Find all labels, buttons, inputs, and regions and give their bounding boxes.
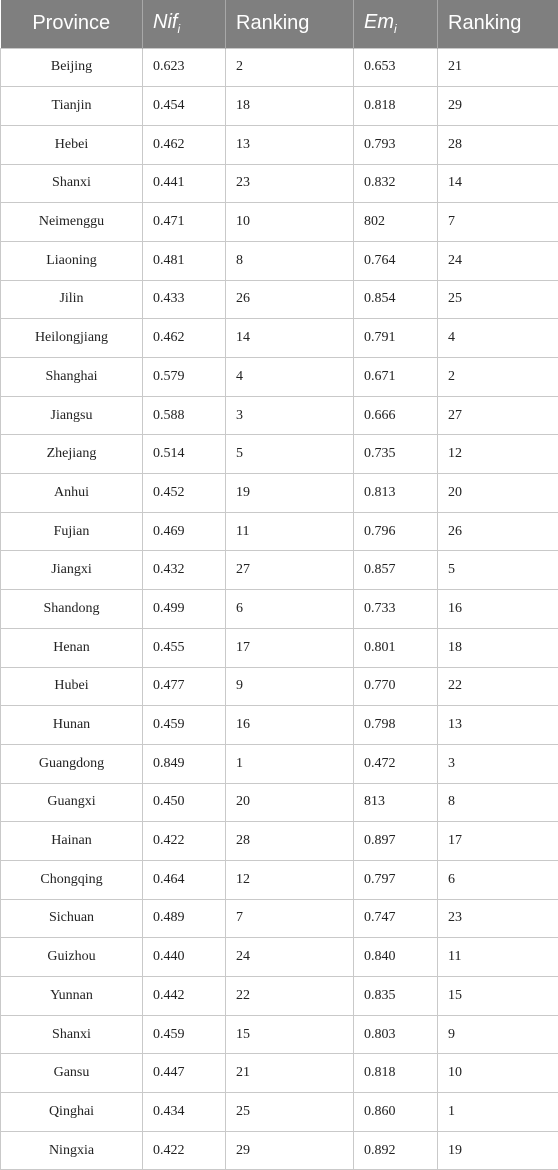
cell-province: Jilin [1,280,143,319]
cell-nif-ranking: 22 [226,977,354,1016]
cell-em-ranking: 14 [438,164,558,203]
cell-em-ranking: 17 [438,822,558,861]
cell-nif: 0.514 [143,435,226,474]
table-row [1,1054,558,1093]
cell-em: 802 [354,203,438,242]
cell-em-ranking: 13 [438,706,558,745]
cell-em-ranking: 18 [438,628,558,667]
cell-em-ranking: 8 [438,783,558,822]
cell-em-ranking: 3 [438,744,558,783]
cell-em-ranking: 22 [438,667,558,706]
header-nif [143,0,226,48]
table-row [1,667,558,706]
cell-em: 0.770 [354,667,438,706]
cell-province: Anhui [1,474,143,513]
cell-nif: 0.422 [143,822,226,861]
header-nif-main: Nif [153,11,177,33]
cell-em: 0.835 [354,977,438,1016]
cell-em: 0.897 [354,822,438,861]
cell-em: 0.735 [354,435,438,474]
cell-em-ranking: 11 [438,938,558,977]
cell-province: Gansu [1,1054,143,1093]
cell-nif-ranking: 14 [226,319,354,358]
cell-province: Liaoning [1,241,143,280]
cell-province: Shanxi [1,1015,143,1054]
cell-nif: 0.459 [143,1015,226,1054]
cell-province: Jiangsu [1,396,143,435]
cell-em: 0.860 [354,1093,438,1132]
cell-em-ranking: 24 [438,241,558,280]
cell-nif-ranking: 29 [226,1131,354,1170]
cell-nif-ranking: 18 [226,87,354,126]
cell-em-ranking: 4 [438,319,558,358]
table-row [1,125,558,164]
cell-em-ranking: 26 [438,512,558,551]
header-em-sub: i [394,22,397,36]
cell-province: Chongqing [1,860,143,899]
cell-province: Beijing [1,48,143,87]
cell-nif-ranking: 24 [226,938,354,977]
table-row [1,48,558,87]
cell-nif-ranking: 9 [226,667,354,706]
table-row [1,938,558,977]
cell-nif: 0.450 [143,783,226,822]
cell-nif: 0.440 [143,938,226,977]
cell-nif: 0.477 [143,667,226,706]
cell-nif: 0.464 [143,860,226,899]
cell-em-ranking: 20 [438,474,558,513]
table-row [1,977,558,1016]
cell-nif-ranking: 26 [226,280,354,319]
cell-em-ranking: 25 [438,280,558,319]
cell-em: 0.791 [354,319,438,358]
header-em [354,0,438,48]
cell-nif-ranking: 15 [226,1015,354,1054]
table-row [1,783,558,822]
header-ranking-em: Ranking [438,0,558,48]
cell-province: Hebei [1,125,143,164]
cell-nif-ranking: 11 [226,512,354,551]
cell-nif-ranking: 17 [226,628,354,667]
cell-nif: 0.452 [143,474,226,513]
cell-province: Henan [1,628,143,667]
table-row [1,860,558,899]
cell-nif: 0.455 [143,628,226,667]
table-body [1,48,558,1170]
cell-em-ranking: 12 [438,435,558,474]
cell-nif: 0.462 [143,319,226,358]
cell-nif-ranking: 2 [226,48,354,87]
table-row [1,1093,558,1132]
cell-nif: 0.441 [143,164,226,203]
cell-nif-ranking: 23 [226,164,354,203]
cell-nif: 0.469 [143,512,226,551]
cell-em: 0.671 [354,358,438,397]
cell-em-ranking: 1 [438,1093,558,1132]
table-row [1,551,558,590]
cell-province: Neimenggu [1,203,143,242]
table-row [1,822,558,861]
cell-nif-ranking: 1 [226,744,354,783]
cell-nif-ranking: 6 [226,590,354,629]
cell-em-ranking: 6 [438,860,558,899]
cell-nif-ranking: 28 [226,822,354,861]
cell-em-ranking: 5 [438,551,558,590]
cell-nif: 0.433 [143,280,226,319]
cell-nif: 0.459 [143,706,226,745]
table-row [1,706,558,745]
table-row [1,474,558,513]
table-row [1,358,558,397]
cell-nif-ranking: 13 [226,125,354,164]
table-row [1,1131,558,1170]
cell-province: Hubei [1,667,143,706]
cell-nif: 0.462 [143,125,226,164]
cell-em: 0.818 [354,87,438,126]
cell-em: 0.801 [354,628,438,667]
cell-em: 0.666 [354,396,438,435]
table-header [1,0,558,48]
cell-nif: 0.434 [143,1093,226,1132]
cell-nif-ranking: 10 [226,203,354,242]
table-row [1,164,558,203]
cell-nif: 0.454 [143,87,226,126]
cell-province: Sichuan [1,899,143,938]
cell-province: Zhejiang [1,435,143,474]
cell-em-ranking: 9 [438,1015,558,1054]
cell-em: 0.818 [354,1054,438,1093]
table-row [1,280,558,319]
cell-nif: 0.481 [143,241,226,280]
cell-em: 813 [354,783,438,822]
cell-nif: 0.588 [143,396,226,435]
cell-nif-ranking: 21 [226,1054,354,1093]
cell-em: 0.747 [354,899,438,938]
cell-em-ranking: 23 [438,899,558,938]
cell-em-ranking: 7 [438,203,558,242]
cell-province: Heilongjiang [1,319,143,358]
cell-nif-ranking: 8 [226,241,354,280]
cell-em-ranking: 19 [438,1131,558,1170]
cell-em-ranking: 28 [438,125,558,164]
cell-em-ranking: 15 [438,977,558,1016]
cell-province: Hunan [1,706,143,745]
cell-nif-ranking: 19 [226,474,354,513]
table-row [1,899,558,938]
cell-em: 0.653 [354,48,438,87]
cell-em: 0.793 [354,125,438,164]
cell-province: Guangxi [1,783,143,822]
cell-em: 0.803 [354,1015,438,1054]
table-row [1,396,558,435]
cell-em: 0.733 [354,590,438,629]
header-province: Province [1,0,143,48]
cell-nif: 0.422 [143,1131,226,1170]
cell-em: 0.797 [354,860,438,899]
cell-province: Shanghai [1,358,143,397]
cell-province: Hainan [1,822,143,861]
cell-em: 0.857 [354,551,438,590]
cell-nif: 0.623 [143,48,226,87]
cell-nif-ranking: 4 [226,358,354,397]
table-row [1,319,558,358]
cell-nif: 0.432 [143,551,226,590]
table-row [1,87,558,126]
cell-nif: 0.489 [143,899,226,938]
table-row [1,590,558,629]
cell-nif: 0.499 [143,590,226,629]
cell-nif: 0.579 [143,358,226,397]
cell-em: 0.472 [354,744,438,783]
cell-nif-ranking: 16 [226,706,354,745]
cell-em-ranking: 27 [438,396,558,435]
cell-province: Tianjin [1,87,143,126]
cell-province: Shandong [1,590,143,629]
cell-province: Jiangxi [1,551,143,590]
cell-province: Guangdong [1,744,143,783]
cell-em-ranking: 21 [438,48,558,87]
cell-province: Ningxia [1,1131,143,1170]
header-em-main: Em [364,11,394,33]
cell-nif-ranking: 12 [226,860,354,899]
cell-em-ranking: 10 [438,1054,558,1093]
cell-nif: 0.471 [143,203,226,242]
cell-nif-ranking: 5 [226,435,354,474]
header-row [1,0,558,48]
table-row [1,512,558,551]
cell-em: 0.832 [354,164,438,203]
cell-nif: 0.849 [143,744,226,783]
cell-nif-ranking: 20 [226,783,354,822]
table-row [1,203,558,242]
header-ranking-nif: Ranking [226,0,354,48]
cell-em-ranking: 2 [438,358,558,397]
cell-nif: 0.447 [143,1054,226,1093]
cell-nif-ranking: 27 [226,551,354,590]
table-row [1,435,558,474]
cell-em: 0.892 [354,1131,438,1170]
table-row [1,1015,558,1054]
cell-province: Shanxi [1,164,143,203]
cell-nif: 0.442 [143,977,226,1016]
table-row [1,628,558,667]
cell-nif-ranking: 7 [226,899,354,938]
cell-em: 0.813 [354,474,438,513]
cell-nif-ranking: 3 [226,396,354,435]
cell-em: 0.764 [354,241,438,280]
cell-nif-ranking: 25 [226,1093,354,1132]
cell-em: 0.798 [354,706,438,745]
cell-em: 0.796 [354,512,438,551]
cell-em: 0.840 [354,938,438,977]
cell-em-ranking: 16 [438,590,558,629]
header-nif-sub: i [177,22,180,36]
cell-province: Qinghai [1,1093,143,1132]
cell-em-ranking: 29 [438,87,558,126]
cell-em: 0.854 [354,280,438,319]
table-row [1,744,558,783]
cell-province: Fujian [1,512,143,551]
cell-province: Yunnan [1,977,143,1016]
cell-province: Guizhou [1,938,143,977]
table-row [1,241,558,280]
